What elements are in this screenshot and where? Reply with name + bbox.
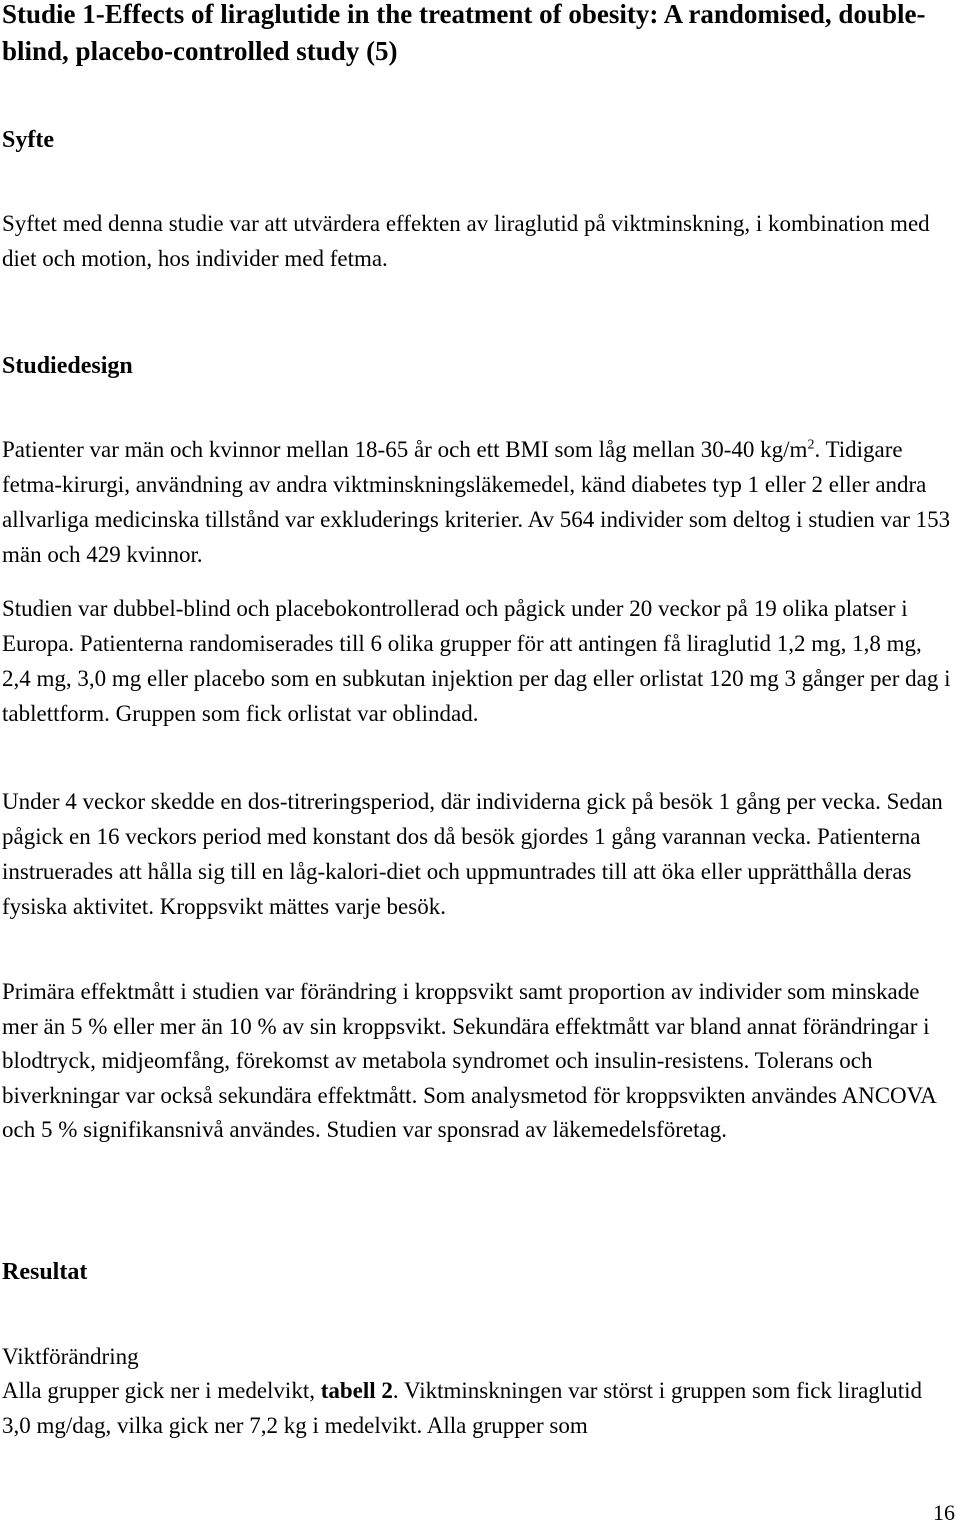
page-number: 16 <box>933 1500 955 1525</box>
design-paragraph-2: Studien var dubbel-blind och placebokontrollerad och pågick under 20 veckor på 19 olika platser i Europa. Patienterna randomiserades till 6 olika grupper för att antingen få liraglutid 1,2 mg, 1,8 mg, 2,4 mg, 3,0 mg eller placebo som en subkutan injektion per dag eller orlistat 120 mg 3 gånger per dag i tablettform. Gruppen som fick orlistat var oblindad. <box>2 596 951 726</box>
result-paragraph <box>2 1373 954 1443</box>
syfte-paragraph: Syftet med denna studie var att utvärdera effekten av liraglutid på viktminskning, i kombination med diet och motion, hos individer med fetma. <box>2 211 930 271</box>
design-paragraph-1 <box>2 432 954 572</box>
design-paragraph-1-text-b: . Tidigare fetma-kirurgi, användning av andra viktminskningsläkemedel, känd diabetes typ 1 eller 2 eller andra allvarliga medicinska tillstånd var exkluderings kriterier. Av 564 individer som deltog i studien var 153 män och 429 kvinnor. <box>2 437 951 567</box>
result-text-a: Alla grupper gick ner i medelvikt, <box>2 1378 321 1403</box>
design-paragraph-1-text-a: Patienter var män och kvinnor mellan 18-65 år och ett BMI som låg mellan 30-40 kg/m <box>2 437 808 462</box>
result-text-b: . Viktminskningen var störst i gruppen som fick liraglutid 3,0 mg/dag, vilka gick ner 7,2 kg i medelvikt. Alla grupper som <box>2 1378 922 1438</box>
design-paragraph-3: Under 4 veckor skedde en dos-titreringsperiod, där individerna gick på besök 1 gång per vecka. Sedan pågick en 16 veckors period med konstant dos då besök gjordes 1 gång varannan vecka. Patienterna instruerades att hålla sig till en låg-kalori-diet och uppmuntrades till att öka eller upprätthålla deras fysiska aktivitet. Kroppsvikt mättes varje besök. <box>2 789 943 919</box>
design-paragraph-4: Primära effektmått i studien var förändring i kroppsvikt samt proportion av individer som minskade mer än 5 % eller mer än 10 % av sin kroppsvikt. Sekundära effektmått var bland annat förändringar i blodtryck, midjeomfång, förekomst av metabola syndromet och insulin-resistens. Tolerans och biverkningar var också sekundära effektmått. Som analysmetod för kroppsvikten användes ANCOVA och 5 % signifikansnivå användes. Studien var sponsrad av läkemedelsföretag. <box>2 979 936 1142</box>
section-heading-studiedesign: Studiedesign <box>2 353 133 379</box>
superscript-2: 2 <box>807 437 815 453</box>
subheading-viktforandring: Viktförändring <box>2 1344 139 1369</box>
section-heading-resultat: Resultat <box>2 1259 88 1285</box>
section-heading-syfte: Syfte <box>2 127 54 153</box>
table-reference: tabell 2 <box>320 1378 393 1403</box>
document-title: Studie 1-Effects of liraglutide in the treatment of obesity: A randomised, double-blind, placebo-controlled study (5) <box>2 0 926 66</box>
